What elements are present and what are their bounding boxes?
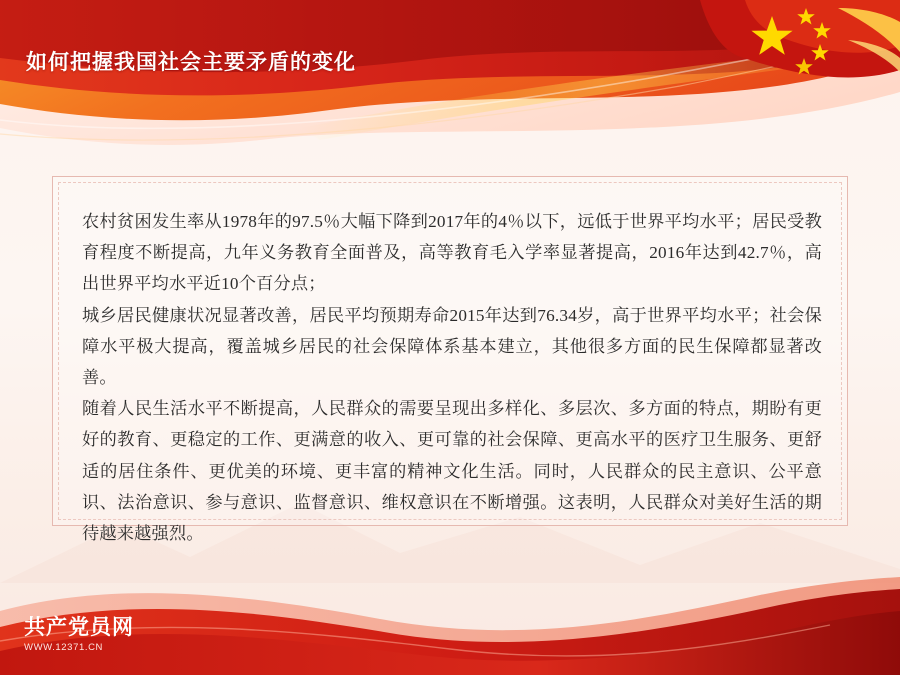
paragraph-1: 农村贫困发生率从1978年的97.5％大幅下降到2017年的4％以下，远低于世界平均水平；居民受教育程度不断提高，九年义务教育全面普及，高等教育毛入学率显著提高，2016年达到42.7％，高出世界平均水平近10个百分点； <box>82 212 822 294</box>
content-text-block <box>82 206 822 549</box>
paragraph-3: 随着人民生活水平不断提高，人民群众的需要呈现出多样化、多层次、多方面的特点，期盼有更好的教育、更稳定的工作、更满意的收入、更可靠的社会保障、更高水平的医疗卫生服务、更舒适的居住条件、更优美的环境、更丰富的精神文化生活。同时，人民群众的民主意识、公平意识、法治意识、参与意识、监督意识、维权意识在不断增强。这表明，人民群众对美好生活的期待越来越强烈。 <box>82 399 822 544</box>
footer-banner <box>0 555 900 675</box>
site-logo-text: 共产党员网 <box>24 615 134 639</box>
site-logo-url: WWW.12371.CN <box>24 642 103 653</box>
footer-wave-graphic <box>0 555 900 675</box>
slide-title-container <box>26 46 356 76</box>
paragraph-2: 城乡居民健康状况显著改善，居民平均预期寿命2015年达到76.34岁，高于世界平均水平；社会保障水平极大提高，覆盖城乡居民的社会保障体系基本建立，其他很多方面的民生保障都显著改善。 <box>82 305 822 388</box>
site-logo[interactable] <box>24 615 134 653</box>
page-title: 如何把握我国社会主要矛盾的变化 <box>26 50 356 74</box>
